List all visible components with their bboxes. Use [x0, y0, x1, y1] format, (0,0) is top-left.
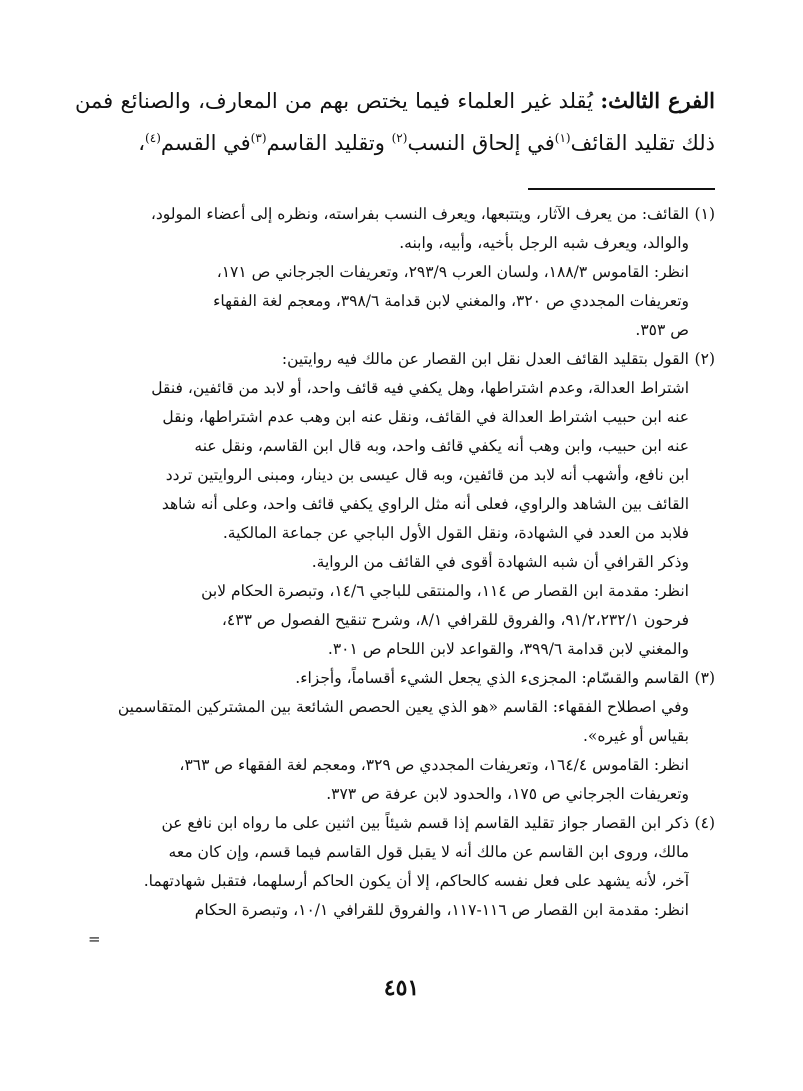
- footnote-line: انظر: القاموس ١٦٤/٤، وتعريفات المجددي ص ٣٢٩، ومعجم لغة الفقهاء ص ٣٦٣،: [179, 756, 689, 774]
- footnote-2: [75, 345, 715, 664]
- main-text: [75, 80, 715, 164]
- footnote-3: [75, 664, 715, 809]
- footnote-line: وفي اصطلاح الفقهاء: القاسم «هو الذي يعين الحصص الشائعة بين المشتركين المتقاسمين: [117, 698, 689, 716]
- footnote-line: ص ٣٥٣.: [635, 321, 689, 339]
- footnote-line: فرحون ٩١/٢،٢٣٢/١، والفروق للقرافي ٨/١، وشرح تنقيح الفصول ص ٤٣٣،: [221, 611, 689, 629]
- footnote-line: وتعريفات الجرجاني ص ١٧٥، والحدود لابن عرفة ص ٣٧٣.: [326, 785, 689, 803]
- footnote-line: انظر: القاموس ١٨٨/٣، ولسان العرب ٢٩٣/٩، وتعريفات الجرجاني ص ١٧١،: [216, 263, 689, 281]
- main-text-part: وتقليد القاسم: [266, 131, 392, 155]
- footnote-line: القائف بين الشاهد والراوي، فعلى أنه مثل الراوي يكفي قائف واحد، وعلى أنه شاهد: [161, 495, 689, 513]
- footnote-ref-3: (٣): [250, 131, 267, 145]
- footnote-line: والمغني لابن قدامة ٣٩٩/٦، والقواعد لابن اللحام ص ٣٠١.: [327, 640, 689, 658]
- footnote-line: القائف: من يعرف الآثار، ويتتبعها، ويعرف النسب بفراسته، ونظره إلى أعضاء المولود،: [150, 205, 689, 223]
- footnote-line: والوالد، ويعرف شبه الرجل بأخيه، وأبيه، وابنه.: [399, 234, 689, 252]
- main-text-part: يُقلد غير العلماء فيما يختص بهم من المعارف، والصنائع فمن ذلك تقليد القائف: [75, 89, 715, 155]
- footnote-ref-2: (٢): [391, 131, 408, 145]
- footnote-divider: [528, 188, 715, 190]
- footnotes: [75, 200, 715, 925]
- footnote-line: وتعريفات المجددي ص ٣٢٠، والمغني لابن قدامة ٣٩٨/٦، ومعجم لغة الفقهاء: [213, 292, 689, 310]
- footnote-number: (١): [694, 205, 715, 223]
- footnote-line: القول بتقليد القائف العدل نقل ابن القصار عن مالك فيه روايتين:: [281, 350, 689, 368]
- main-text-part: في إلحاق النسب: [407, 131, 555, 155]
- footnote-line: ابن نافع، وأشهب أنه لابد من قائفين، وبه قال عيسى بن دينار، ومبنى الروايتين تردد: [165, 466, 689, 484]
- footnote-line: اشتراط العدالة، وعدم اشتراطها، وهل يكفي فيه قائف واحد، أو لابد من قائفين، فنقل: [151, 379, 689, 397]
- footnote-line: آخر، لأنه يشهد على فعل نفسه كالحاكم، إلا أن يكون الحاكم أرسلهما، فتقبل شهادتهما.: [143, 872, 689, 890]
- footnote-number: (٢): [694, 350, 715, 368]
- footnote-line: وذكر القرافي أن شبه الشهادة أقوى في القائف من الرواية.: [311, 553, 689, 571]
- footnote-number: (٤): [694, 814, 715, 832]
- footnote-ref-4: (٤): [145, 131, 161, 145]
- footnote-line: بقياس أو غيره».: [583, 727, 689, 745]
- footnote-line: مالك، وروى ابن القاسم عن مالك أنه لا يقبل قول القاسم فيما قسم، وإن كان معه: [168, 843, 689, 861]
- main-text-part: في القسم: [160, 131, 251, 155]
- section-heading: الفرع الثالث:: [600, 88, 715, 113]
- continuation-mark: =: [88, 930, 101, 948]
- footnote-4: [75, 809, 715, 925]
- page-number: ٤٥١: [383, 975, 420, 1001]
- footnote-ref-1: (١): [554, 131, 571, 145]
- footnote-line: القاسم والقسّام: المجزىء الذي يجعل الشيء أقساماً، وأجزاء.: [295, 669, 689, 687]
- footnote-line: ذكر ابن القصار جواز تقليد القاسم إذا قسم شيئاً بين اثنين على ما رواه ابن نافع عن: [161, 814, 689, 832]
- main-text-end: ،: [138, 131, 146, 155]
- footnote-line: عنه ابن حبيب، وابن وهب أنه يكفي قائف واحد، وبه قال ابن القاسم، ونقل عنه: [194, 437, 689, 455]
- footnote-line: عنه ابن حبيب اشتراط العدالة في القائف، ونقل عنه ابن وهب عدم اشتراطها، ونقل: [162, 408, 689, 426]
- footnote-line: فلابد من العدد في الشهادة، ونقل القول الأول الباجي عن جماعة المالكية.: [222, 524, 689, 542]
- footnote-1: [75, 200, 715, 345]
- footnote-line: انظر: مقدمة ابن القصار ص ١١٦-١١٧، والفروق للقرافي ١٠/١، وتبصرة الحكام: [194, 901, 689, 919]
- footnote-line: انظر: مقدمة ابن القصار ص ١١٤، والمنتقى للباجي ١٤/٦، وتبصرة الحكام لابن: [201, 582, 689, 600]
- footnote-number: (٣): [694, 669, 715, 687]
